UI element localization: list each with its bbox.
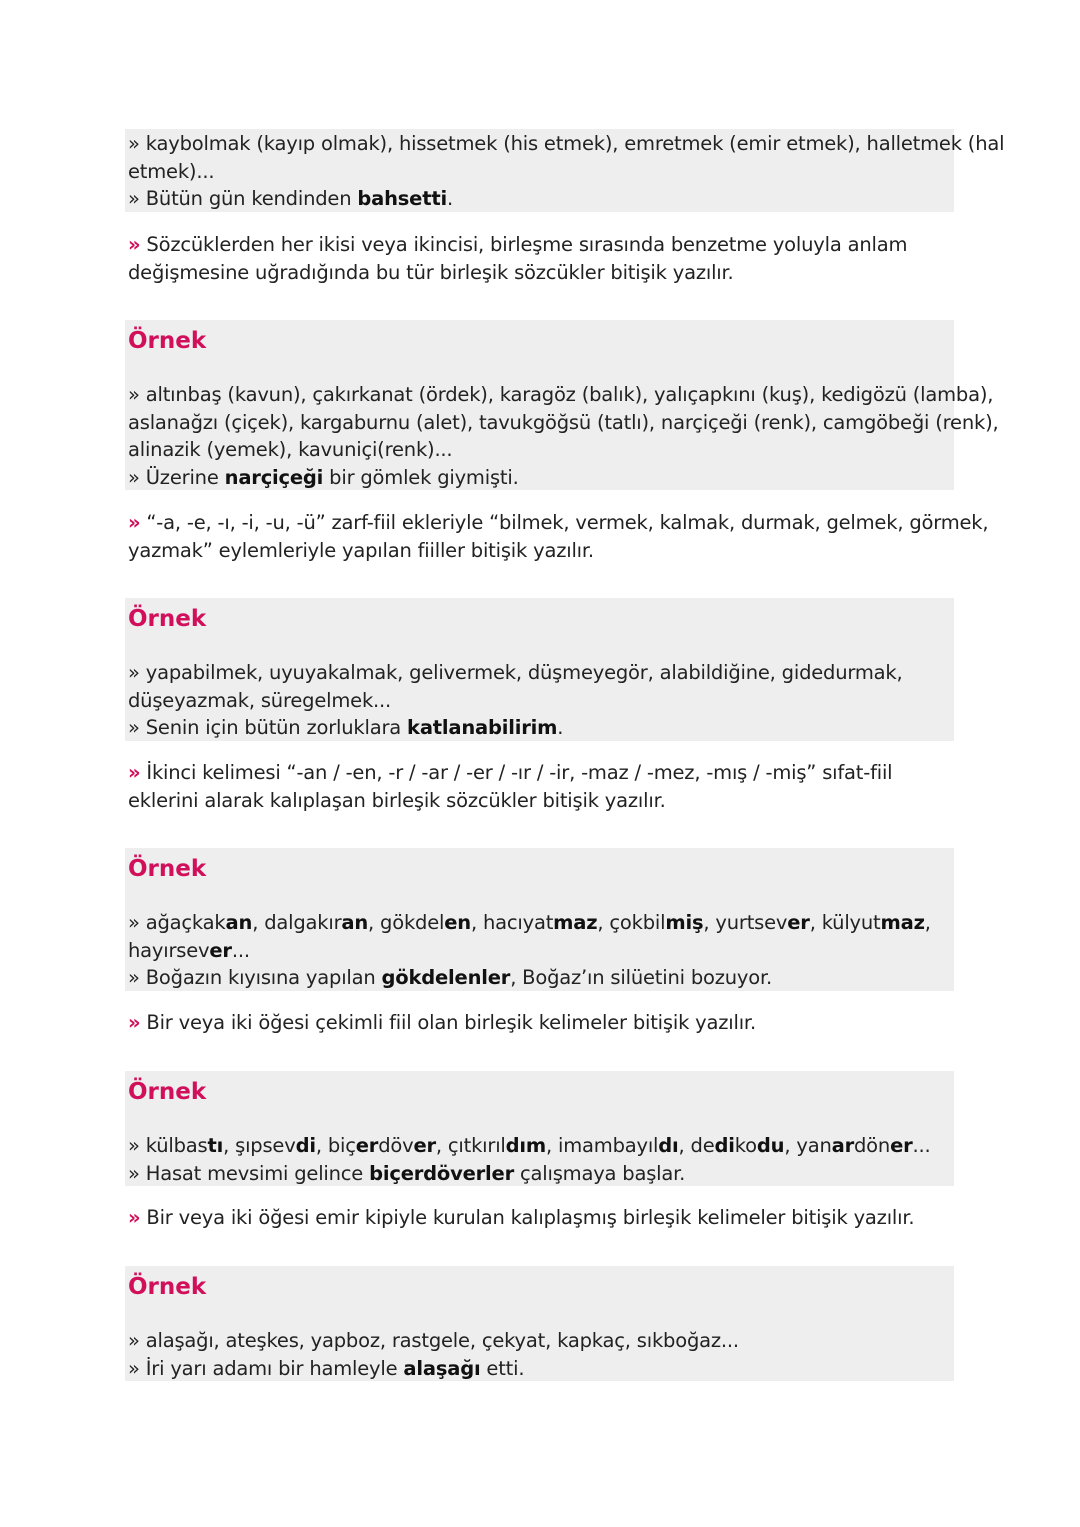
example-2-sentence-bold: katlanabilirim [407, 716, 558, 739]
example-5-sentence-text: İri yarı adamı bir hamleyle [145, 1356, 404, 1380]
example-4-sentence-text: Hasat mevsimi gelince [145, 1161, 370, 1185]
word-stem: gökdel [380, 911, 445, 934]
word-stem: dön [854, 1134, 891, 1157]
rule-bullet: » [128, 1206, 141, 1229]
bullet-marker: » [128, 465, 140, 489]
word-stem: ağaçkak [145, 911, 226, 934]
rule-paragraph-2 [125, 509, 989, 564]
word-stem: de [690, 1134, 715, 1157]
bullet-marker: » [128, 716, 140, 739]
word-suffix: di [714, 1134, 735, 1157]
bullet-marker: » [128, 966, 140, 989]
word-suffix: ar [831, 1134, 854, 1157]
example-3-sentence-end: , Boğaz’ın silüetini bozuyor. [510, 966, 773, 989]
intro-example-box [125, 129, 1005, 212]
example-title-4: Örnek [128, 1079, 207, 1105]
word-suffix: maz [880, 911, 925, 934]
example-4-line-1: » külbastı, şıpsevdi, biçerdöver, çıtkırıldım, imambayıldı, dedikodu, yanardöner... [128, 1134, 931, 1157]
bullet-marker: » [128, 383, 140, 406]
example-4-sentence-bold: biçerdöverler [369, 1161, 514, 1185]
word-suffix: di [295, 1134, 316, 1157]
intro-line-2: etmek)... [128, 159, 215, 183]
rule-bullet: » [128, 511, 141, 534]
rule-bullet: » [128, 233, 141, 256]
rule-3-text-1: İkinci kelimesi “-an / -en, -r / -ar / -er / -ır / -ir, -maz / -mez, -mış / -miş” sıfat-fiil [146, 761, 893, 784]
bullet-marker: » [128, 1329, 140, 1352]
example-box-4 [125, 1071, 954, 1186]
example-1-text-1: altınbaş (kavun), çakırkanat (ördek), karagöz (balık), yalıçapkını (kuş), kedigözü (lamba), [145, 383, 994, 406]
example-2-text-1: yapabilmek, uyuyakalmak, gelivermek, düşmeyegör, alabildiğine, gidedurmak, [145, 661, 903, 684]
example-box-1 [125, 320, 999, 490]
bullet-marker: » [128, 661, 140, 684]
rule-paragraph-4 [125, 1009, 954, 1037]
rule-1-line-2: değişmesine uğradığında bu tür birleşik sözcükler bitişik yazılır. [128, 260, 734, 284]
word-stem: biç [327, 1134, 356, 1157]
rule-4-line-1 [128, 1009, 954, 1037]
rule-5-text-1: Bir veya iki öğesi emir kipiyle kurulan kalıplaşmış birleşik kelimeler bitişik yazılır. [146, 1206, 915, 1229]
intro-sentence-bold: bahsetti [357, 187, 447, 210]
example-box-3 [125, 848, 954, 991]
rule-3-line-1 [128, 759, 954, 787]
word-suffix: maz [553, 911, 598, 934]
example-title-3: Örnek [128, 856, 207, 882]
example-3-sentence-bold: gökdelenler [381, 966, 511, 989]
rule-paragraph-1 [125, 231, 954, 286]
example-title-1: Örnek [128, 328, 207, 354]
bullet-marker: » [128, 132, 140, 155]
word-suffix: er [787, 911, 810, 934]
rule-paragraph-3 [125, 759, 954, 814]
word-stem: döv [378, 1134, 414, 1157]
word-suffix: er [413, 1134, 436, 1157]
rule-2-line-1 [128, 509, 989, 537]
word-stem: külbas [145, 1134, 208, 1157]
word-stem: imambayıl [558, 1134, 659, 1157]
word-suffix: an [225, 911, 253, 934]
example-2-sentence-end: . [557, 716, 564, 739]
word-stem: şıpsev [235, 1134, 296, 1157]
example-5-sentence-bold: alaşağı [403, 1356, 481, 1380]
example-2-line-2: düşeyazmak, süregelmek... [128, 688, 392, 712]
example-1-sentence-end: bir gömlek giymişti. [323, 465, 519, 489]
word-stem: dalgakır [264, 911, 342, 934]
example-4-sentence [128, 1160, 954, 1188]
word-suffix: dım [505, 1134, 547, 1157]
word-suffix: tı [207, 1134, 224, 1157]
example-3-sentence-text: Boğazın kıyısına yapılan [145, 966, 382, 989]
rule-4-text-1: Bir veya iki öğesi çekimli fiil olan birleşik kelimeler bitişik yazılır. [146, 1011, 756, 1034]
word-stem: yan [796, 1134, 832, 1157]
bullet-marker: » [128, 1161, 140, 1185]
word-stem: yurtsev [715, 911, 788, 934]
example-1-line-3: alinazik (yemek), kavuniçi(renk)... [128, 438, 453, 461]
bullet-marker: » [128, 1134, 140, 1157]
word-stem: çıtkırıl [447, 1134, 506, 1157]
bullet-marker: » [128, 187, 140, 210]
word-stem: külyut [821, 911, 881, 934]
example-2-sentence-text: Senin için bütün zorluklara [145, 716, 408, 739]
example-3-line-1: » ağaçkakan, dalgakıran, gökdelen, hacıyatmaz, çokbilmiş, yurtsever, külyutmaz, [128, 911, 931, 934]
rule-1-text-1: Sözcüklerden her ikisi veya ikincisi, birleşme sırasında benzetme yoluyla anlam [146, 233, 908, 256]
ellipsis: ... [231, 938, 250, 962]
example-5-text-1: alaşağı, ateşkes, yapboz, rastgele, çekyat, kapkaç, sıkboğaz... [145, 1329, 739, 1352]
example-title-5: Örnek [128, 1274, 207, 1300]
intro-sentence-end: . [446, 187, 453, 210]
word-suffix: du [756, 1134, 785, 1157]
rule-2-line-2: yazmak” eylemleriyle yapılan fiiller bitişik yazılır. [128, 538, 594, 562]
example-3-line-2 [128, 937, 954, 965]
example-1-line-2: aslanağzı (çiçek), kargaburnu (alet), tavukgöğsü (tatlı), narçiçeği (renk), camgöbeği (renk), [128, 410, 999, 434]
rule-paragraph-5 [125, 1204, 954, 1232]
example-3-sentence [128, 964, 954, 992]
rule-5-line-1 [128, 1204, 954, 1232]
rule-1-line-1 [128, 231, 954, 259]
example-title-2: Örnek [128, 606, 207, 632]
word-suffix: dı [658, 1134, 679, 1157]
word-suffix: an [341, 911, 369, 934]
word-suffix: en [444, 911, 471, 934]
example-2-line-1 [128, 659, 954, 687]
example-1-line-1 [128, 381, 994, 409]
example-box-5 [125, 1266, 954, 1381]
example-1-sentence [128, 464, 954, 492]
example-1-sentence-text: Üzerine [145, 465, 225, 489]
word-suffix: miş [665, 911, 704, 934]
word-stem: hacıyat [482, 911, 554, 934]
example-4-sentence-end: çalışmaya başlar. [514, 1161, 686, 1185]
intro-sentence [128, 185, 954, 213]
example-5-sentence [128, 1355, 954, 1383]
word-stem: hayırsev [128, 938, 210, 962]
ellipsis: ... [912, 1134, 931, 1157]
example-box-2 [125, 598, 954, 741]
bullet-marker: » [128, 1356, 140, 1380]
example-5-sentence-end: etti. [480, 1356, 525, 1380]
rule-3-line-2: eklerini alarak kalıplaşan birleşik sözcükler bitişik yazılır. [128, 788, 666, 812]
rule-bullet: » [128, 1011, 141, 1034]
word-stem: ko [734, 1134, 757, 1157]
intro-example-line [128, 130, 1005, 158]
intro-line-1: kaybolmak (kayıp olmak), hissetmek (his etmek), emretmek (emir etmek), halletmek (hal [145, 132, 1005, 155]
intro-sentence-text: Bütün gün kendinden [145, 187, 358, 210]
word-stem: çokbil [609, 911, 666, 934]
rule-2-text-1: “-a, -e, -ı, -i, -u, -ü” zarf-fiil ekleriyle “bilmek, vermek, kalmak, durmak, gelmek, görmek, [146, 511, 989, 534]
example-2-sentence [128, 714, 954, 742]
bullet-marker: » [128, 911, 140, 934]
word-suffix: er [209, 938, 232, 962]
example-1-sentence-bold: narçiçeği [224, 465, 324, 489]
word-suffix: er [890, 1134, 913, 1157]
word-suffix: er [355, 1134, 379, 1157]
example-5-line-1 [128, 1327, 954, 1355]
rule-bullet: » [128, 761, 141, 784]
